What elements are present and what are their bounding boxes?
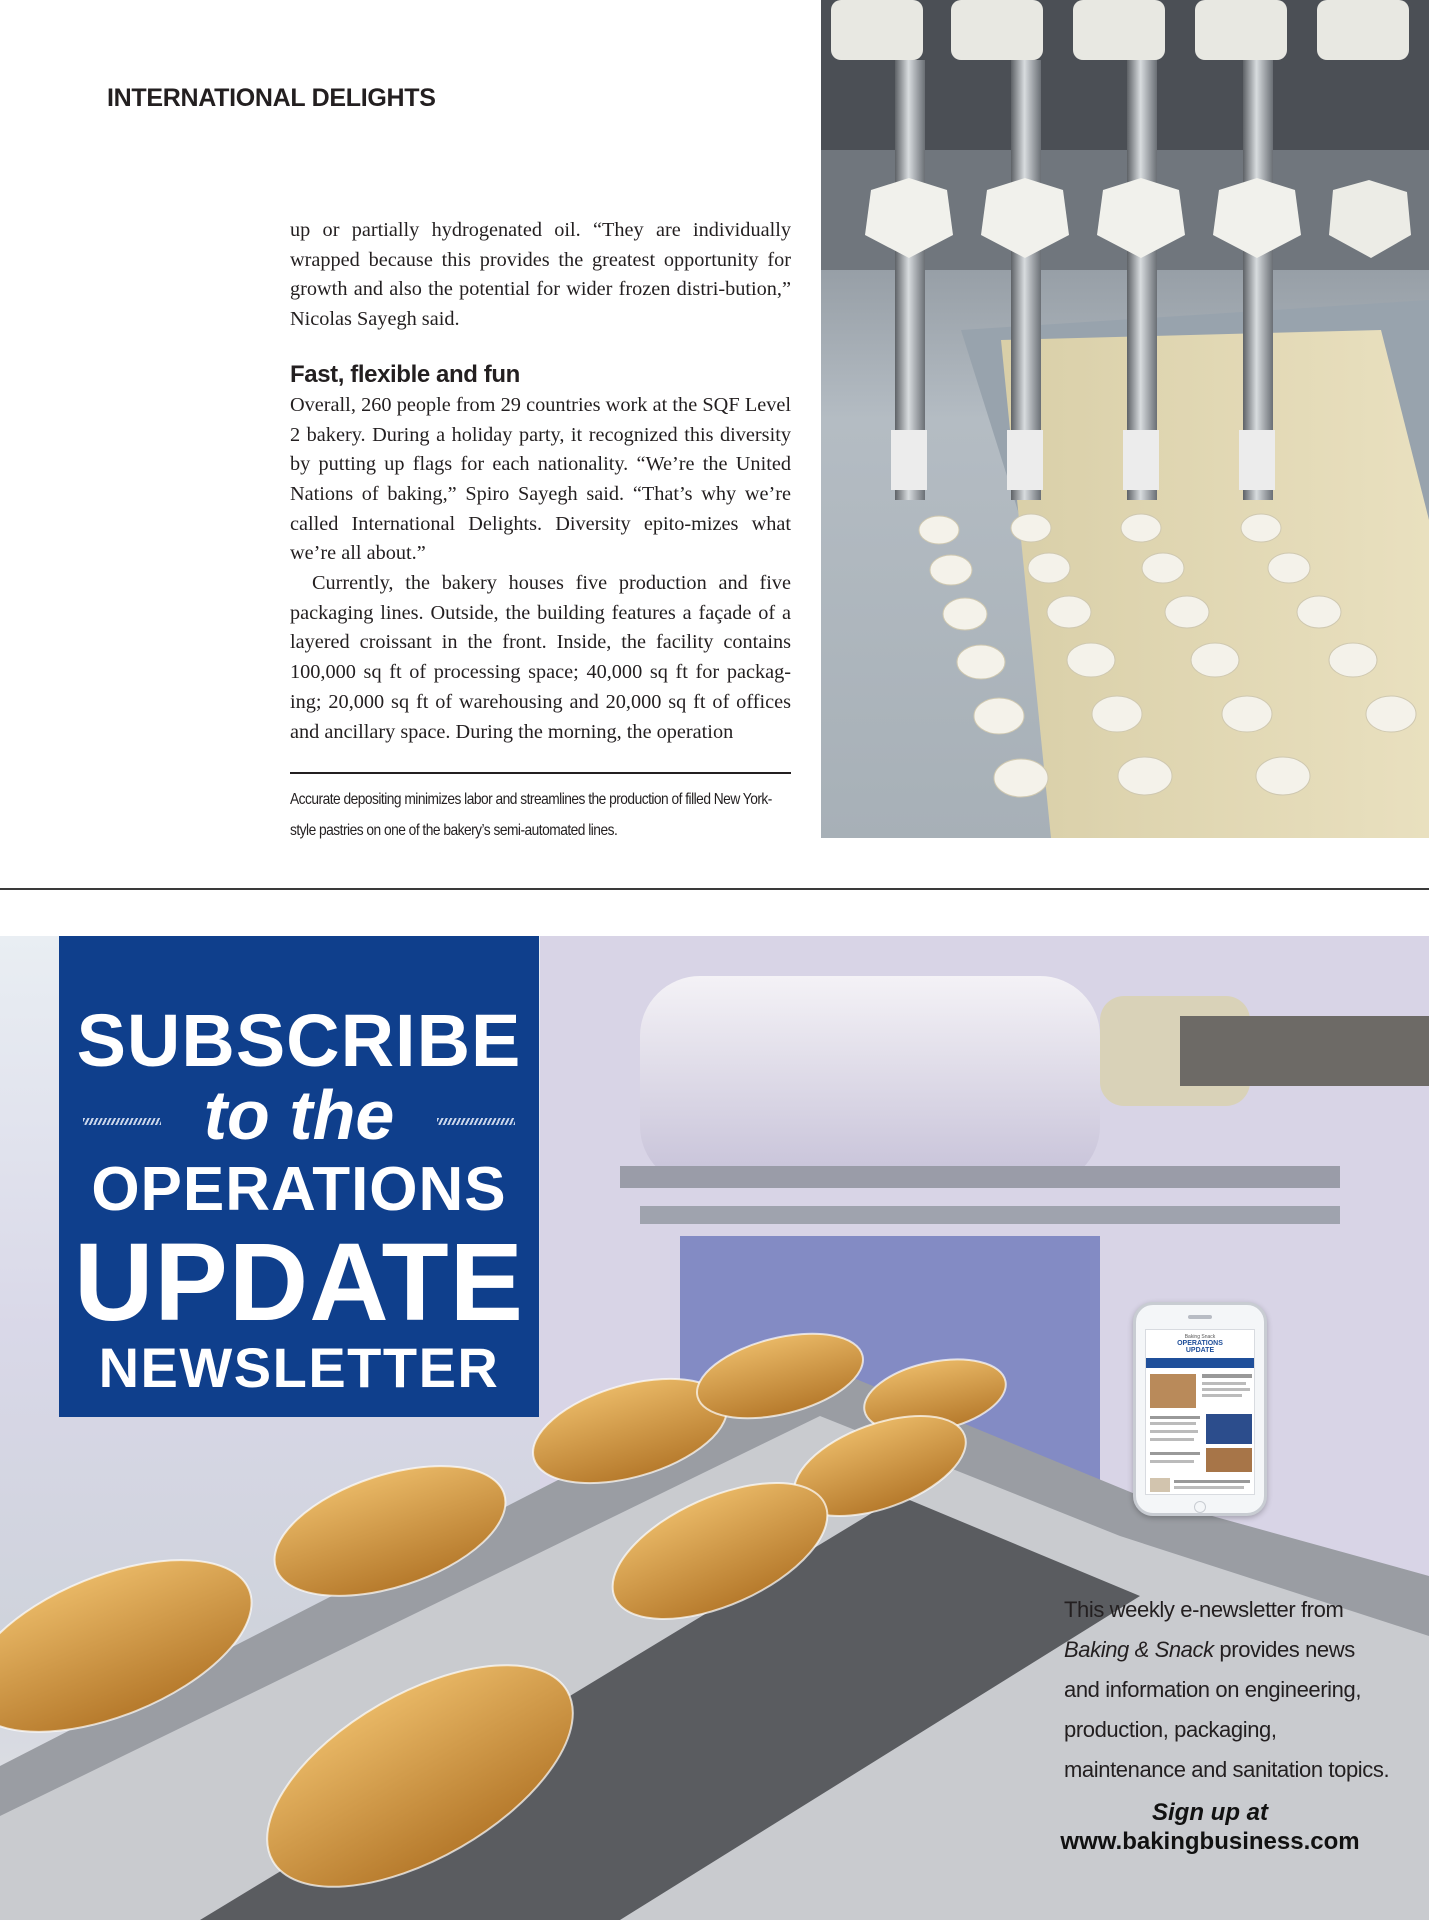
ad-copy-line: production, packaging, bbox=[1064, 1717, 1277, 1742]
article-body bbox=[290, 216, 791, 747]
section-title: INTERNATIONAL DELIGHTS bbox=[107, 84, 436, 112]
article-subhead: Fast, flexible and fun bbox=[290, 360, 520, 388]
to-the-text: to the bbox=[203, 1076, 395, 1154]
subscribe-panel bbox=[59, 936, 539, 1417]
ad-copy-line: maintenance and sanitation topics. bbox=[1064, 1757, 1390, 1782]
subscribe-heading: SUBSCRIBE bbox=[76, 999, 522, 1082]
ad-copy-line: This weekly e-newsletter from bbox=[1064, 1597, 1344, 1622]
newsletter-heading: NEWSLETTER bbox=[98, 1336, 500, 1399]
article-paragraph: Currently, the bakery houses five production and five packaging lines. Outside, the building features a façade of a layered croissant in the front. Inside, the facility contains 100,000 sq ft of processing space; 40,000 sq ft for packag-ing; 20,000 sq ft of warehousing and 20,000 sq ft of offices and ancillary space. During the morning, the operation bbox=[290, 572, 791, 743]
phone-title: UPDATE bbox=[1185, 1347, 1215, 1354]
signup-label: Sign up at bbox=[1152, 1799, 1268, 1826]
article-paragraph: up or partially hydrogenated oil. “They are individually wrapped because this provides the greatest opportunity for growth and also the potential for wider frozen distri-bution,” Nicolas Sayegh said. bbox=[290, 219, 791, 331]
phone-brand: Baking Snack bbox=[1184, 1334, 1216, 1340]
signup-callout bbox=[1030, 1798, 1390, 1856]
brand-name: Baking & Snack bbox=[1064, 1637, 1214, 1662]
depositor-photo bbox=[821, 0, 1429, 838]
depositor-illustration bbox=[821, 0, 1429, 838]
right-ornament bbox=[437, 1118, 515, 1125]
phone-content-preview bbox=[1146, 1368, 1255, 1495]
phone-home-button bbox=[1194, 1501, 1206, 1513]
article-paragraph: Overall, 260 people from 29 countries work at the SQF Level 2 bakery. During a holiday party, it recognized this diversity by putting up flags for each nationality. “We’re the United Nations of baking,” Spiro Sayegh said. “That’s why we’re called International Delights. Diversity epito-mizes what we’re all about.” bbox=[290, 393, 791, 565]
phone-nav-bar bbox=[1146, 1358, 1254, 1368]
caption-rule bbox=[290, 772, 791, 774]
operations-heading: OPERATIONS bbox=[91, 1155, 507, 1224]
ad-copy-line bbox=[1064, 1630, 1404, 1670]
phone-speaker bbox=[1188, 1315, 1212, 1319]
page-divider bbox=[0, 888, 1429, 890]
phone-screen bbox=[1145, 1329, 1255, 1495]
ad-copy-line: and information on engineering, bbox=[1064, 1677, 1362, 1702]
signup-url[interactable]: www.bakingbusiness.com bbox=[1060, 1828, 1360, 1855]
ad-copy-fragment: provides news bbox=[1213, 1637, 1355, 1662]
phone-mockup bbox=[1133, 1302, 1267, 1516]
phone-title: OPERATIONS bbox=[1177, 1340, 1223, 1347]
ad-description bbox=[1064, 1590, 1404, 1790]
photo-caption: Accurate depositing minimizes labor and streamlines the production of filled New York-style pastries on one of the bakery’s semi-automated lines. bbox=[290, 791, 772, 839]
update-heading: UPDATE bbox=[73, 1221, 525, 1344]
